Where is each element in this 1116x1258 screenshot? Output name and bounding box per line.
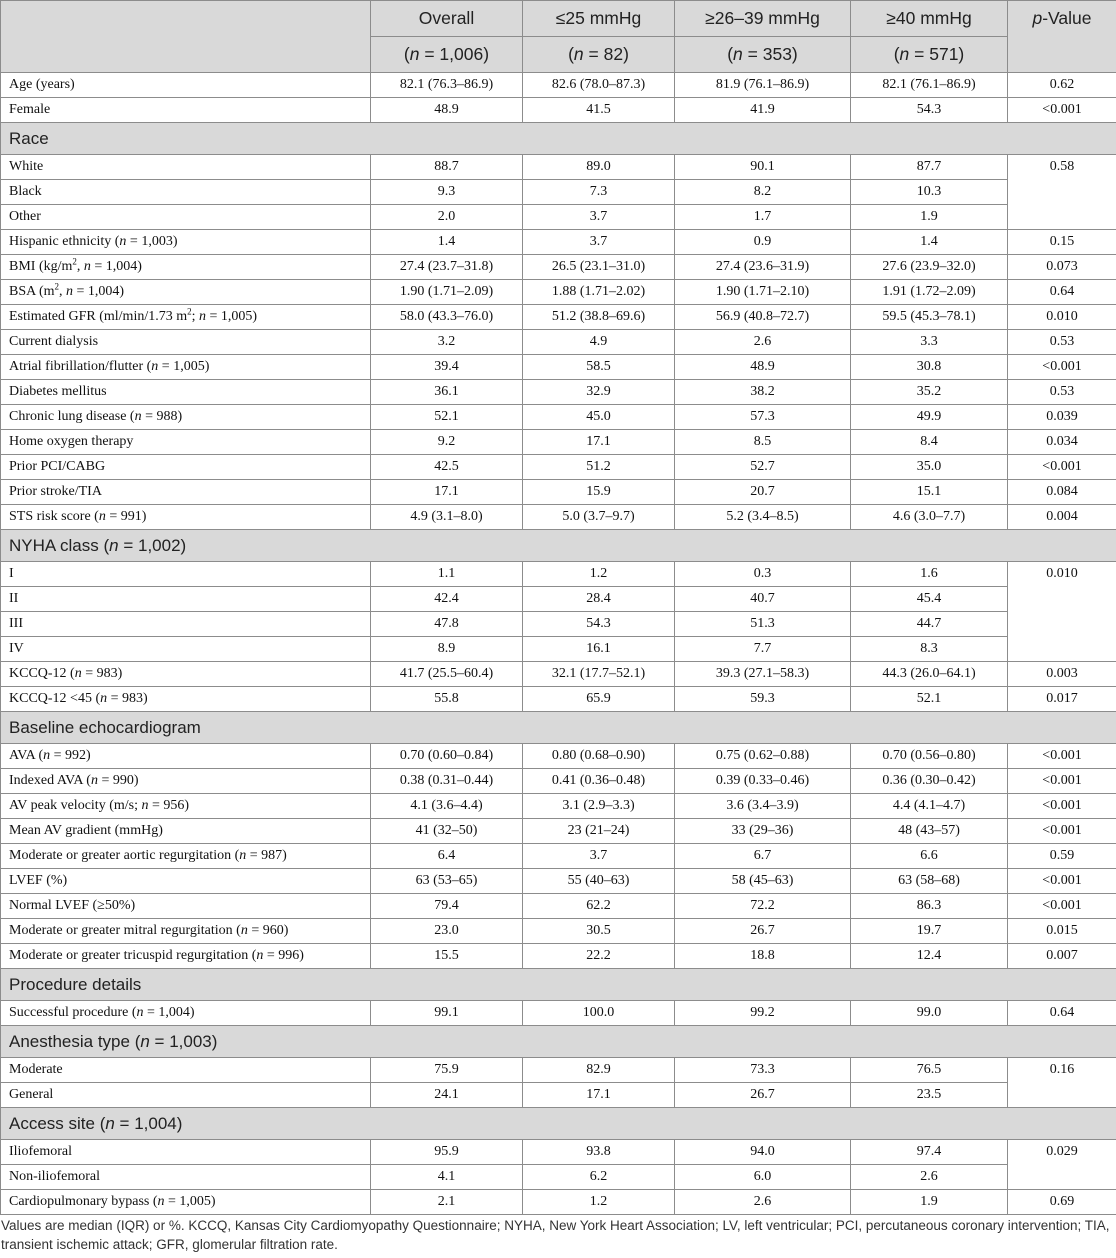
- value-p: 0.003: [1008, 662, 1116, 687]
- row-label: Non-iliofemoral: [1, 1165, 371, 1190]
- value-p: 0.62: [1008, 73, 1116, 98]
- value-ge40: 1.4: [851, 230, 1008, 255]
- row-label: AV peak velocity (m/s; n = 956): [1, 794, 371, 819]
- value-26-39: 57.3: [675, 405, 851, 430]
- value-le25: 5.0 (3.7–9.7): [523, 505, 675, 530]
- value-overall: 42.4: [371, 587, 523, 612]
- value-p: 0.59: [1008, 844, 1116, 869]
- section-header-label: NYHA class (n = 1,002): [1, 530, 1116, 562]
- row-label: Moderate or greater tricuspid regurgitation (n = 996): [1, 944, 371, 969]
- row-label: Cardiopulmonary bypass (n = 1,005): [1, 1190, 371, 1215]
- value-ge40: 35.0: [851, 455, 1008, 480]
- table-row: [1, 769, 1116, 794]
- value-le25: 89.0: [523, 155, 675, 180]
- value-ge40: 6.6: [851, 844, 1008, 869]
- table-row: [1, 919, 1116, 944]
- section-header-row: [1, 123, 1116, 155]
- value-le25: 6.2: [523, 1165, 675, 1190]
- value-26-39: 0.39 (0.33–0.46): [675, 769, 851, 794]
- table-row: [1, 844, 1116, 869]
- value-26-39: 27.4 (23.6–31.9): [675, 255, 851, 280]
- section-header-row: [1, 712, 1116, 744]
- table-row: [1, 637, 1116, 662]
- row-label: AVA (n = 992): [1, 744, 371, 769]
- value-le25: 3.7: [523, 230, 675, 255]
- table-footnote: Values are median (IQR) or %. KCCQ, Kansas City Cardiomyopathy Questionnaire; NYHA, New York Heart Association; LV, left ventricular; PCI, percutaneous coronary intervention; TIA, transient ischemic attack; GFR, glomerular filtration rate.: [1, 1218, 1110, 1252]
- table-row: [1, 1083, 1116, 1108]
- header-26-39: ≥26–39 mmHg: [675, 1, 851, 37]
- table-row: [1, 98, 1116, 123]
- value-26-39: 38.2: [675, 380, 851, 405]
- value-ge40: 52.1: [851, 687, 1008, 712]
- row-label: II: [1, 587, 371, 612]
- row-label: Black: [1, 180, 371, 205]
- table-row: [1, 1140, 1116, 1165]
- table-row: [1, 894, 1116, 919]
- value-26-39: 39.3 (27.1–58.3): [675, 662, 851, 687]
- value-ge40: 2.6: [851, 1165, 1008, 1190]
- value-26-39: 90.1: [675, 155, 851, 180]
- value-overall: 2.0: [371, 205, 523, 230]
- value-le25: 0.41 (0.36–0.48): [523, 769, 675, 794]
- row-label: IV: [1, 637, 371, 662]
- value-overall: 36.1: [371, 380, 523, 405]
- row-label: LVEF (%): [1, 869, 371, 894]
- table-row: [1, 230, 1116, 255]
- header-count-26-39: (n = 353): [675, 37, 851, 73]
- value-le25: 17.1: [523, 430, 675, 455]
- value-p: 0.58: [1008, 155, 1116, 230]
- table-row: [1, 662, 1116, 687]
- header-p-value: p-Value: [1008, 1, 1116, 73]
- value-26-39: 40.7: [675, 587, 851, 612]
- value-26-39: 5.2 (3.4–8.5): [675, 505, 851, 530]
- header-count-le25: (n = 82): [523, 37, 675, 73]
- value-ge40: 4.6 (3.0–7.7): [851, 505, 1008, 530]
- value-p: <0.001: [1008, 819, 1116, 844]
- row-label: KCCQ-12 <45 (n = 983): [1, 687, 371, 712]
- value-le25: 1.2: [523, 562, 675, 587]
- value-ge40: 82.1 (76.1–86.9): [851, 73, 1008, 98]
- value-26-39: 0.3: [675, 562, 851, 587]
- value-ge40: 8.4: [851, 430, 1008, 455]
- row-label: Successful procedure (n = 1,004): [1, 1001, 371, 1026]
- row-label: White: [1, 155, 371, 180]
- value-overall: 41 (32–50): [371, 819, 523, 844]
- row-label: STS risk score (n = 991): [1, 505, 371, 530]
- value-p: 0.15: [1008, 230, 1116, 255]
- value-p: 0.084: [1008, 480, 1116, 505]
- header-count-overall: (n = 1,006): [371, 37, 523, 73]
- value-ge40: 10.3: [851, 180, 1008, 205]
- header-overall: Overall: [371, 1, 523, 37]
- value-le25: 3.1 (2.9–3.3): [523, 794, 675, 819]
- table-row: [1, 794, 1116, 819]
- value-ge40: 23.5: [851, 1083, 1008, 1108]
- value-overall: 55.8: [371, 687, 523, 712]
- value-26-39: 0.9: [675, 230, 851, 255]
- table-row: [1, 205, 1116, 230]
- value-overall: 15.5: [371, 944, 523, 969]
- value-overall: 41.7 (25.5–60.4): [371, 662, 523, 687]
- value-le25: 62.2: [523, 894, 675, 919]
- value-ge40: 1.6: [851, 562, 1008, 587]
- value-26-39: 1.90 (1.71–2.10): [675, 280, 851, 305]
- value-p: 0.53: [1008, 330, 1116, 355]
- value-ge40: 35.2: [851, 380, 1008, 405]
- value-le25: 51.2 (38.8–69.6): [523, 305, 675, 330]
- value-ge40: 54.3: [851, 98, 1008, 123]
- value-le25: 82.9: [523, 1058, 675, 1083]
- value-overall: 58.0 (43.3–76.0): [371, 305, 523, 330]
- row-label: Prior stroke/TIA: [1, 480, 371, 505]
- value-26-39: 6.7: [675, 844, 851, 869]
- row-label: KCCQ-12 (n = 983): [1, 662, 371, 687]
- value-overall: 3.2: [371, 330, 523, 355]
- value-p: 0.53: [1008, 380, 1116, 405]
- value-le25: 93.8: [523, 1140, 675, 1165]
- value-p: 0.007: [1008, 944, 1116, 969]
- header-ge40: ≥40 mmHg: [851, 1, 1008, 37]
- value-overall: 88.7: [371, 155, 523, 180]
- row-label: General: [1, 1083, 371, 1108]
- value-ge40: 1.9: [851, 1190, 1008, 1215]
- value-overall: 9.2: [371, 430, 523, 455]
- value-ge40: 97.4: [851, 1140, 1008, 1165]
- value-overall: 0.38 (0.31–0.44): [371, 769, 523, 794]
- value-ge40: 44.3 (26.0–64.1): [851, 662, 1008, 687]
- table-row: [1, 562, 1116, 587]
- value-overall: 6.4: [371, 844, 523, 869]
- row-label: Diabetes mellitus: [1, 380, 371, 405]
- value-overall: 48.9: [371, 98, 523, 123]
- value-26-39: 2.6: [675, 1190, 851, 1215]
- row-label: Moderate or greater mitral regurgitation (n = 960): [1, 919, 371, 944]
- value-26-39: 56.9 (40.8–72.7): [675, 305, 851, 330]
- header-le25: ≤25 mmHg: [523, 1, 675, 37]
- value-ge40: 0.36 (0.30–0.42): [851, 769, 1008, 794]
- value-p: 0.017: [1008, 687, 1116, 712]
- value-overall: 23.0: [371, 919, 523, 944]
- table-row: [1, 305, 1116, 330]
- row-label: Estimated GFR (ml/min/1.73 $m^2$; n = 1,005): [1, 305, 371, 330]
- value-p: 0.004: [1008, 505, 1116, 530]
- value-le25: 1.88 (1.71–2.02): [523, 280, 675, 305]
- value-p: 0.073: [1008, 255, 1116, 280]
- value-p: <0.001: [1008, 355, 1116, 380]
- table-row: [1, 480, 1116, 505]
- row-label: Current dialysis: [1, 330, 371, 355]
- row-label: Mean AV gradient (mmHg): [1, 819, 371, 844]
- value-overall: 4.9 (3.1–8.0): [371, 505, 523, 530]
- value-26-39: 18.8: [675, 944, 851, 969]
- value-le25: 41.5: [523, 98, 675, 123]
- value-26-39: 1.7: [675, 205, 851, 230]
- table-row: [1, 455, 1116, 480]
- value-ge40: 19.7: [851, 919, 1008, 944]
- value-le25: 45.0: [523, 405, 675, 430]
- table-row: [1, 73, 1116, 98]
- value-overall: 27.4 (23.7–31.8): [371, 255, 523, 280]
- table-header: [1, 1, 1116, 73]
- value-le25: 4.9: [523, 330, 675, 355]
- value-ge40: 1.9: [851, 205, 1008, 230]
- value-ge40: 87.7: [851, 155, 1008, 180]
- value-26-39: 72.2: [675, 894, 851, 919]
- header-count-ge40: (n = 571): [851, 37, 1008, 73]
- table-row: [1, 380, 1116, 405]
- section-header-label: Anesthesia type (n = 1,003): [1, 1026, 1116, 1058]
- value-ge40: 1.91 (1.72–2.09): [851, 280, 1008, 305]
- value-26-39: 2.6: [675, 330, 851, 355]
- value-overall: 24.1: [371, 1083, 523, 1108]
- value-le25: 1.2: [523, 1190, 675, 1215]
- value-overall: 42.5: [371, 455, 523, 480]
- table-row: [1, 1190, 1116, 1215]
- value-ge40: 76.5: [851, 1058, 1008, 1083]
- value-ge40: 44.7: [851, 612, 1008, 637]
- value-p: 0.029: [1008, 1140, 1116, 1190]
- value-le25: 51.2: [523, 455, 675, 480]
- table-row: [1, 944, 1116, 969]
- value-26-39: 20.7: [675, 480, 851, 505]
- value-p: <0.001: [1008, 744, 1116, 769]
- value-ge40: 63 (58–68): [851, 869, 1008, 894]
- value-le25: 32.9: [523, 380, 675, 405]
- value-overall: 4.1: [371, 1165, 523, 1190]
- value-26-39: 52.7: [675, 455, 851, 480]
- value-p: 0.034: [1008, 430, 1116, 455]
- value-le25: 28.4: [523, 587, 675, 612]
- row-label: Indexed AVA (n = 990): [1, 769, 371, 794]
- row-label: Age (years): [1, 73, 371, 98]
- value-26-39: 26.7: [675, 1083, 851, 1108]
- value-overall: 75.9: [371, 1058, 523, 1083]
- value-le25: 58.5: [523, 355, 675, 380]
- value-p: 0.64: [1008, 280, 1116, 305]
- value-26-39: 58 (45–63): [675, 869, 851, 894]
- value-ge40: 3.3: [851, 330, 1008, 355]
- value-ge40: 86.3: [851, 894, 1008, 919]
- table-body: [1, 73, 1116, 1215]
- value-p: <0.001: [1008, 98, 1116, 123]
- section-header-row: [1, 1108, 1116, 1140]
- value-overall: 8.9: [371, 637, 523, 662]
- value-le25: 65.9: [523, 687, 675, 712]
- table-row: [1, 330, 1116, 355]
- value-le25: 3.7: [523, 844, 675, 869]
- value-p: <0.001: [1008, 455, 1116, 480]
- section-header-label: Baseline echocardiogram: [1, 712, 1116, 744]
- table-row: [1, 687, 1116, 712]
- value-le25: 23 (21–24): [523, 819, 675, 844]
- row-label: Moderate: [1, 1058, 371, 1083]
- value-ge40: 30.8: [851, 355, 1008, 380]
- value-ge40: 0.70 (0.56–0.80): [851, 744, 1008, 769]
- value-le25: 26.5 (23.1–31.0): [523, 255, 675, 280]
- value-26-39: 99.2: [675, 1001, 851, 1026]
- value-26-39: 59.3: [675, 687, 851, 712]
- value-le25: 82.6 (78.0–87.3): [523, 73, 675, 98]
- section-header-label: Procedure details: [1, 969, 1116, 1001]
- value-overall: 63 (53–65): [371, 869, 523, 894]
- value-le25: 15.9: [523, 480, 675, 505]
- value-overall: 2.1: [371, 1190, 523, 1215]
- table-row: [1, 180, 1116, 205]
- table-row: [1, 819, 1116, 844]
- header-row-columns: [1, 1, 1116, 37]
- value-le25: 32.1 (17.7–52.1): [523, 662, 675, 687]
- table-row: [1, 1001, 1116, 1026]
- value-overall: 95.9: [371, 1140, 523, 1165]
- value-ge40: 99.0: [851, 1001, 1008, 1026]
- value-overall: 99.1: [371, 1001, 523, 1026]
- value-overall: 0.70 (0.60–0.84): [371, 744, 523, 769]
- value-ge40: 59.5 (45.3–78.1): [851, 305, 1008, 330]
- value-p: 0.16: [1008, 1058, 1116, 1108]
- row-label: Moderate or greater aortic regurgitation (n = 987): [1, 844, 371, 869]
- value-26-39: 8.5: [675, 430, 851, 455]
- value-le25: 0.80 (0.68–0.90): [523, 744, 675, 769]
- value-26-39: 33 (29–36): [675, 819, 851, 844]
- section-header-row: [1, 969, 1116, 1001]
- value-overall: 1.90 (1.71–2.09): [371, 280, 523, 305]
- value-overall: 1.4: [371, 230, 523, 255]
- section-header-row: [1, 1026, 1116, 1058]
- value-p: <0.001: [1008, 794, 1116, 819]
- value-overall: 79.4: [371, 894, 523, 919]
- value-ge40: 15.1: [851, 480, 1008, 505]
- value-26-39: 6.0: [675, 1165, 851, 1190]
- value-26-39: 26.7: [675, 919, 851, 944]
- value-p: 0.69: [1008, 1190, 1116, 1215]
- value-p: 0.015: [1008, 919, 1116, 944]
- value-p: <0.001: [1008, 869, 1116, 894]
- value-le25: 30.5: [523, 919, 675, 944]
- value-p: 0.64: [1008, 1001, 1116, 1026]
- table-row: [1, 280, 1116, 305]
- value-ge40: 45.4: [851, 587, 1008, 612]
- value-overall: 4.1 (3.6–4.4): [371, 794, 523, 819]
- row-label: Female: [1, 98, 371, 123]
- table-row: [1, 405, 1116, 430]
- table-row: [1, 255, 1116, 280]
- row-label: I: [1, 562, 371, 587]
- value-26-39: 3.6 (3.4–3.9): [675, 794, 851, 819]
- value-le25: 16.1: [523, 637, 675, 662]
- row-label: Prior PCI/CABG: [1, 455, 371, 480]
- value-overall: 52.1: [371, 405, 523, 430]
- value-overall: 17.1: [371, 480, 523, 505]
- table-row: [1, 612, 1116, 637]
- value-26-39: 7.7: [675, 637, 851, 662]
- value-p: 0.039: [1008, 405, 1116, 430]
- value-ge40: 49.9: [851, 405, 1008, 430]
- value-overall: 47.8: [371, 612, 523, 637]
- value-26-39: 73.3: [675, 1058, 851, 1083]
- table-row: [1, 1058, 1116, 1083]
- value-ge40: 48 (43–57): [851, 819, 1008, 844]
- row-label: III: [1, 612, 371, 637]
- value-le25: 3.7: [523, 205, 675, 230]
- row-label: BMI ($kg/m^2$, n = 1,004): [1, 255, 371, 280]
- value-le25: 17.1: [523, 1083, 675, 1108]
- value-ge40: 8.3: [851, 637, 1008, 662]
- table-row: [1, 1165, 1116, 1190]
- value-overall: 9.3: [371, 180, 523, 205]
- table-row: [1, 587, 1116, 612]
- row-label: Chronic lung disease (n = 988): [1, 405, 371, 430]
- value-26-39: 81.9 (76.1–86.9): [675, 73, 851, 98]
- row-label: BSA ($m^2$, n = 1,004): [1, 280, 371, 305]
- value-overall: 1.1: [371, 562, 523, 587]
- value-26-39: 94.0: [675, 1140, 851, 1165]
- value-26-39: 8.2: [675, 180, 851, 205]
- value-le25: 55 (40–63): [523, 869, 675, 894]
- value-ge40: 27.6 (23.9–32.0): [851, 255, 1008, 280]
- row-label: Atrial fibrillation/flutter (n = 1,005): [1, 355, 371, 380]
- value-overall: 82.1 (76.3–86.9): [371, 73, 523, 98]
- value-le25: 7.3: [523, 180, 675, 205]
- value-26-39: 51.3: [675, 612, 851, 637]
- value-26-39: 41.9: [675, 98, 851, 123]
- value-le25: 54.3: [523, 612, 675, 637]
- section-header-label: Race: [1, 123, 1116, 155]
- row-label: Other: [1, 205, 371, 230]
- section-header-label: Access site (n = 1,004): [1, 1108, 1116, 1140]
- table-row: [1, 744, 1116, 769]
- header-blank-cell: [1, 1, 371, 73]
- value-ge40: 12.4: [851, 944, 1008, 969]
- value-26-39: 0.75 (0.62–0.88): [675, 744, 851, 769]
- table-row: [1, 155, 1116, 180]
- table-row: [1, 430, 1116, 455]
- value-overall: 39.4: [371, 355, 523, 380]
- row-label: Hispanic ethnicity (n = 1,003): [1, 230, 371, 255]
- value-p: <0.001: [1008, 769, 1116, 794]
- value-p: 0.010: [1008, 562, 1116, 662]
- table-row: [1, 505, 1116, 530]
- row-label: Iliofemoral: [1, 1140, 371, 1165]
- table-row: [1, 355, 1116, 380]
- value-ge40: 4.4 (4.1–4.7): [851, 794, 1008, 819]
- row-label: Normal LVEF (≥50%): [1, 894, 371, 919]
- section-header-row: [1, 530, 1116, 562]
- row-label: Home oxygen therapy: [1, 430, 371, 455]
- value-le25: 22.2: [523, 944, 675, 969]
- value-p: <0.001: [1008, 894, 1116, 919]
- value-p: 0.010: [1008, 305, 1116, 330]
- value-le25: 100.0: [523, 1001, 675, 1026]
- table-row: [1, 869, 1116, 894]
- value-26-39: 48.9: [675, 355, 851, 380]
